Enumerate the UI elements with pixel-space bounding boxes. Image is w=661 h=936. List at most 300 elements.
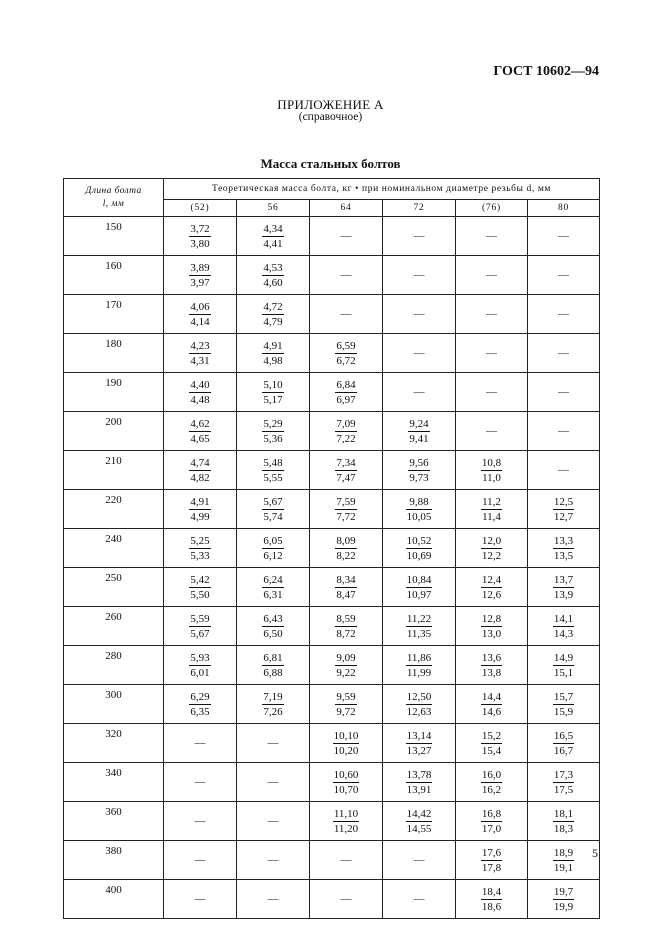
- mass-value-bottom: 10,70: [333, 783, 359, 796]
- mass-fraction: [553, 768, 574, 797]
- table-row: [64, 841, 600, 880]
- mass-value-bottom: 12,7: [553, 510, 574, 523]
- mass-cell: [383, 724, 456, 763]
- table-row: [64, 295, 600, 334]
- mass-cell: [310, 880, 383, 919]
- mass-value-bottom: 4,79: [263, 315, 283, 328]
- mass-value-bottom: 6,72: [336, 354, 356, 367]
- mass-cell: [383, 880, 456, 919]
- mass-value-bottom: 10,20: [333, 744, 359, 757]
- mass-value-top: 5,10: [263, 378, 283, 391]
- empty-dash: —: [558, 386, 570, 398]
- mass-value-bottom: 19,9: [553, 900, 574, 913]
- mass-value-bottom: 13,27: [406, 744, 432, 757]
- mass-cell: [383, 841, 456, 880]
- mass-cell: [383, 685, 456, 724]
- mass-value-bottom: 8,22: [336, 549, 356, 562]
- mass-value-bottom: 13,9: [553, 588, 574, 601]
- mass-fraction: [262, 222, 283, 251]
- empty-dash: —: [558, 464, 570, 476]
- mass-value-top: 18,1: [553, 807, 574, 820]
- mass-value-bottom: 8,72: [336, 627, 356, 640]
- mass-cell: [456, 802, 528, 841]
- empty-dash: —: [340, 308, 352, 320]
- mass-cell: [528, 295, 600, 334]
- empty-dash: —: [194, 776, 206, 788]
- page-number: 5: [592, 846, 598, 860]
- mass-cell: [164, 763, 237, 802]
- mass-fraction: [262, 261, 283, 290]
- mass-fraction: [335, 690, 356, 719]
- mass-value-top: 4,91: [263, 339, 283, 352]
- mass-value-top: 4,74: [190, 456, 210, 469]
- mass-value-top: 6,29: [190, 690, 210, 703]
- mass-value-bottom: 15,4: [481, 744, 502, 757]
- mass-value-top: 10,84: [406, 573, 432, 586]
- mass-fraction: [481, 885, 502, 914]
- mass-value-bottom: 5,50: [190, 588, 210, 601]
- table-row: [64, 451, 600, 490]
- mass-value-bottom: 13,5: [553, 549, 574, 562]
- mass-fraction: [481, 768, 502, 797]
- mass-fraction: [333, 768, 360, 797]
- empty-dash: —: [486, 386, 497, 398]
- mass-fraction: [481, 651, 502, 680]
- mass-value-bottom: 6,31: [263, 588, 283, 601]
- mass-value-bottom: 4,14: [190, 315, 210, 328]
- table-row: [64, 217, 600, 256]
- empty-dash: —: [486, 425, 497, 437]
- mass-value-top: 9,88: [406, 495, 433, 510]
- mass-fraction: [406, 534, 433, 563]
- mass-cell: [310, 724, 383, 763]
- table-row: [64, 373, 600, 412]
- mass-value-top: 12,8: [481, 612, 502, 625]
- mass-value-bottom: 16,2: [481, 783, 502, 796]
- mass-cell: [310, 490, 383, 529]
- mass-value-bottom: 7,26: [263, 705, 283, 718]
- mass-cell: [456, 724, 528, 763]
- mass-cell: [237, 334, 310, 373]
- mass-value-bottom: 11,35: [406, 627, 432, 640]
- empty-dash: —: [558, 347, 570, 359]
- mass-fraction: [406, 729, 433, 758]
- mass-value-bottom: 10,69: [406, 549, 432, 562]
- table-body: [64, 217, 600, 919]
- table-row: [64, 724, 600, 763]
- mass-cell: [237, 685, 310, 724]
- mass-value-top: 10,52: [406, 534, 432, 547]
- mass-cell: [310, 256, 383, 295]
- mass-value-bottom: 17,0: [481, 822, 502, 835]
- mass-value-top: 4,53: [263, 261, 283, 274]
- mass-cell: [528, 880, 600, 919]
- mass-value-bottom: 6,50: [263, 627, 283, 640]
- header-diameter: (76): [456, 200, 528, 217]
- mass-cell: [237, 724, 310, 763]
- mass-cell: [237, 412, 310, 451]
- mass-fraction: [408, 417, 429, 446]
- mass-cell: [237, 490, 310, 529]
- empty-dash: —: [413, 386, 425, 398]
- empty-dash: —: [340, 230, 352, 242]
- mass-value-bottom: 13,0: [481, 627, 502, 640]
- mass-cell: [528, 646, 600, 685]
- mass-cell: [383, 373, 456, 412]
- mass-cell: [310, 295, 383, 334]
- bolt-length-cell: 340: [64, 763, 164, 802]
- mass-cell: [164, 373, 237, 412]
- mass-cell: [383, 607, 456, 646]
- mass-cell: [528, 334, 600, 373]
- table-row: [64, 334, 600, 373]
- mass-value-bottom: 9,22: [336, 666, 356, 679]
- mass-value-bottom: 11,99: [406, 666, 432, 679]
- mass-fraction: [408, 456, 429, 485]
- mass-value-top: 10,60: [333, 768, 359, 781]
- header-length: [64, 179, 164, 217]
- mass-value-bottom: 4,41: [263, 237, 283, 250]
- mass-value-top: 12,50: [406, 690, 432, 703]
- mass-value-bottom: 11,4: [482, 510, 501, 523]
- mass-fraction: [189, 417, 210, 446]
- bolt-length-cell: 400: [64, 880, 164, 919]
- mass-value-bottom: 4,31: [190, 354, 210, 367]
- mass-cell: [237, 529, 310, 568]
- mass-value-top: 11,2: [482, 495, 501, 508]
- mass-cell: [528, 724, 600, 763]
- mass-cell: [456, 295, 528, 334]
- mass-value-top: 6,84: [336, 378, 356, 391]
- empty-dash: —: [267, 893, 279, 905]
- mass-value-top: 7,59: [336, 495, 356, 508]
- mass-value-bottom: 4,99: [190, 510, 210, 523]
- mass-value-bottom: 17,5: [553, 783, 574, 796]
- mass-value-bottom: 12,63: [406, 705, 432, 718]
- header-diameter: (52): [164, 200, 237, 217]
- mass-fraction: [333, 807, 359, 836]
- mass-cell: [310, 568, 383, 607]
- mass-cell: [456, 607, 528, 646]
- mass-cell: [528, 607, 600, 646]
- mass-value-bottom: 14,3: [553, 627, 574, 640]
- table-row: [64, 763, 600, 802]
- table-row: [64, 412, 600, 451]
- mass-value-bottom: 11,20: [333, 822, 359, 835]
- empty-dash: —: [413, 893, 425, 905]
- mass-cell: [383, 256, 456, 295]
- mass-value-top: 8,09: [336, 534, 356, 547]
- mass-value-top: 3,89: [190, 261, 210, 274]
- mass-value-bottom: 5,17: [263, 393, 283, 406]
- mass-cell: [164, 646, 237, 685]
- mass-fraction: [553, 846, 574, 875]
- mass-cell: [456, 256, 528, 295]
- mass-value-top: 13,78: [406, 768, 432, 781]
- mass-fraction: [406, 612, 432, 641]
- bolt-length-cell: 300: [64, 685, 164, 724]
- mass-cell: [237, 451, 310, 490]
- mass-value-top: 14,4: [481, 690, 502, 703]
- appendix-title: ПРИЛОЖЕНИЕ А: [277, 97, 384, 112]
- mass-value-bottom: 4,60: [263, 276, 283, 289]
- bolt-length-cell: 180: [64, 334, 164, 373]
- mass-value-top: 16,8: [481, 807, 502, 820]
- mass-cell: [237, 802, 310, 841]
- mass-value-top: 10,8: [481, 456, 502, 469]
- empty-dash: —: [194, 737, 206, 749]
- mass-fraction: [262, 495, 283, 524]
- mass-cell: [383, 646, 456, 685]
- table-row: [64, 685, 600, 724]
- mass-value-top: 17,3: [553, 768, 574, 781]
- mass-value-bottom: 13,91: [406, 783, 432, 796]
- empty-dash: —: [340, 893, 352, 905]
- mass-value-bottom: 5,67: [190, 627, 210, 640]
- mass-value-top: 4,62: [190, 417, 210, 430]
- empty-dash: —: [413, 230, 425, 242]
- table-row: [64, 802, 600, 841]
- bolt-length-cell: 240: [64, 529, 164, 568]
- mass-cell: [310, 412, 383, 451]
- mass-value-top: 17,6: [481, 846, 502, 859]
- mass-cell: [237, 880, 310, 919]
- mass-cell: [237, 373, 310, 412]
- mass-fraction: [333, 729, 360, 758]
- mass-value-top: 6,05: [263, 534, 283, 547]
- mass-value-top: 4,06: [190, 300, 210, 313]
- mass-fraction: [189, 534, 210, 563]
- mass-fraction: [481, 456, 502, 485]
- empty-dash: —: [486, 308, 497, 320]
- mass-value-bottom: 3,80: [190, 237, 210, 250]
- mass-value-top: 9,24: [409, 417, 429, 430]
- mass-fraction: [335, 339, 356, 368]
- mass-value-top: 5,25: [190, 534, 210, 547]
- mass-fraction: [406, 495, 433, 524]
- mass-fraction: [481, 807, 502, 836]
- mass-cell: [310, 529, 383, 568]
- mass-cell: [237, 295, 310, 334]
- mass-cell: [456, 685, 528, 724]
- table-row: [64, 880, 600, 919]
- mass-cell: [310, 607, 383, 646]
- mass-value-bottom: 18,6: [481, 900, 502, 913]
- mass-fraction: [553, 534, 574, 563]
- mass-fraction: [262, 651, 283, 680]
- mass-value-top: 7,34: [336, 456, 356, 469]
- mass-value-top: 8,34: [336, 573, 356, 586]
- mass-fraction: [262, 378, 283, 407]
- mass-value-bottom: 14,6: [481, 705, 502, 718]
- mass-value-bottom: 8,47: [336, 588, 356, 601]
- mass-value-top: 9,09: [336, 651, 356, 664]
- mass-cell: [164, 607, 237, 646]
- bolt-length-cell: 260: [64, 607, 164, 646]
- mass-value-bottom: 7,72: [336, 510, 356, 523]
- mass-value-top: 5,48: [263, 456, 283, 469]
- mass-cell: [383, 295, 456, 334]
- bolt-length-cell: 250: [64, 568, 164, 607]
- mass-fraction: [481, 729, 502, 758]
- mass-cell: [383, 763, 456, 802]
- mass-fraction: [335, 534, 356, 563]
- empty-dash: —: [486, 269, 497, 281]
- document-code: ГОСТ 10602—94: [493, 64, 599, 79]
- appendix-subtitle: (справочное): [298, 111, 363, 123]
- mass-fraction: [553, 573, 574, 602]
- empty-dash: —: [194, 815, 206, 827]
- mass-value-top: 11,86: [406, 651, 432, 664]
- mass-fraction: [335, 651, 356, 680]
- empty-dash: —: [267, 737, 279, 749]
- mass-fraction: [481, 690, 502, 719]
- mass-fraction: [553, 690, 574, 719]
- mass-value-top: 7,19: [263, 690, 283, 703]
- bolt-length-cell: 360: [64, 802, 164, 841]
- mass-value-bottom: 9,41: [409, 432, 429, 445]
- mass-cell: [310, 334, 383, 373]
- mass-value-top: 4,34: [263, 222, 283, 235]
- mass-cell: [237, 607, 310, 646]
- mass-cell: [528, 802, 600, 841]
- mass-value-bottom: 6,97: [336, 393, 356, 406]
- mass-cell: [164, 412, 237, 451]
- header-mass-group: Теоретическая масса болта, кг • при номинальном диаметре резьбы d, мм: [164, 179, 600, 200]
- mass-value-top: 15,7: [553, 690, 574, 703]
- mass-cell: [164, 490, 237, 529]
- mass-fraction: [406, 768, 433, 797]
- mass-value-bottom: 10,97: [406, 588, 432, 601]
- mass-cell: [383, 334, 456, 373]
- mass-value-bottom: 13,8: [481, 666, 502, 679]
- mass-cell: [528, 256, 600, 295]
- mass-value-top: 14,42: [406, 807, 432, 820]
- mass-value-bottom: 5,33: [190, 549, 210, 562]
- mass-fraction: [406, 573, 433, 602]
- mass-value-bottom: 11,0: [482, 471, 501, 484]
- bolt-length-cell: 210: [64, 451, 164, 490]
- mass-cell: [383, 529, 456, 568]
- mass-value-top: 6,81: [263, 651, 283, 664]
- mass-cell: [528, 685, 600, 724]
- mass-fraction: [335, 417, 356, 446]
- header-diameter: 80: [528, 200, 600, 217]
- mass-cell: [237, 763, 310, 802]
- mass-fraction: [189, 261, 210, 290]
- mass-fraction: [189, 573, 210, 602]
- mass-cell: [456, 373, 528, 412]
- mass-fraction: [262, 417, 283, 446]
- mass-value-bottom: 17,8: [481, 861, 502, 874]
- mass-cell: [164, 880, 237, 919]
- bolt-length-cell: 160: [64, 256, 164, 295]
- mass-cell: [164, 802, 237, 841]
- empty-dash: —: [558, 308, 570, 320]
- mass-cell: [164, 724, 237, 763]
- mass-value-bottom: 12,2: [481, 549, 502, 562]
- mass-fraction: [406, 651, 432, 680]
- mass-cell: [383, 451, 456, 490]
- mass-cell: [310, 685, 383, 724]
- mass-cell: [456, 412, 528, 451]
- mass-cell: [456, 490, 528, 529]
- mass-fraction: [262, 456, 283, 485]
- bolt-length-cell: 170: [64, 295, 164, 334]
- mass-value-top: 5,93: [190, 651, 210, 664]
- mass-value-bottom: 5,55: [263, 471, 283, 484]
- mass-value-bottom: 5,74: [263, 510, 283, 523]
- mass-fraction: [553, 612, 574, 641]
- mass-cell: [528, 490, 600, 529]
- mass-cell: [310, 646, 383, 685]
- mass-cell: [528, 412, 600, 451]
- mass-value-top: 13,14: [406, 729, 432, 742]
- mass-fraction: [553, 729, 574, 758]
- mass-value-top: 18,9: [553, 846, 574, 859]
- empty-dash: —: [340, 269, 352, 281]
- mass-fraction: [553, 495, 574, 524]
- table-row: [64, 646, 600, 685]
- table-row: [64, 256, 600, 295]
- mass-cell: [383, 217, 456, 256]
- mass-value-bottom: 6,88: [263, 666, 283, 679]
- mass-value-top: 16,0: [481, 768, 502, 781]
- empty-dash: —: [413, 854, 425, 866]
- mass-value-top: 4,40: [190, 378, 210, 391]
- mass-cell: [456, 334, 528, 373]
- mass-value-top: 4,91: [190, 495, 210, 508]
- mass-value-top: 6,59: [336, 339, 356, 352]
- mass-cell: [237, 568, 310, 607]
- mass-fraction: [335, 573, 356, 602]
- mass-fraction: [553, 807, 574, 836]
- mass-fraction: [262, 300, 283, 329]
- mass-fraction: [189, 300, 210, 329]
- bolt-length-cell: 320: [64, 724, 164, 763]
- table-row: [64, 529, 600, 568]
- empty-dash: —: [558, 425, 570, 437]
- header-length-unit: l, мм: [102, 198, 125, 209]
- mass-value-top: 9,59: [336, 690, 356, 703]
- empty-dash: —: [413, 308, 425, 320]
- mass-value-bottom: 14,55: [406, 822, 432, 835]
- mass-value-bottom: 16,7: [553, 744, 574, 757]
- mass-value-top: 5,42: [190, 573, 210, 586]
- table-row: [64, 607, 600, 646]
- bolt-length-cell: 280: [64, 646, 164, 685]
- mass-fraction: [335, 495, 356, 524]
- mass-cell: [383, 412, 456, 451]
- mass-cell: [456, 568, 528, 607]
- mass-fraction: [189, 378, 210, 407]
- mass-cell: [310, 841, 383, 880]
- mass-fraction: [189, 612, 210, 641]
- mass-cell: [310, 802, 383, 841]
- mass-value-top: 10,10: [333, 729, 359, 742]
- mass-fraction: [406, 807, 433, 836]
- mass-value-bottom: 7,22: [336, 432, 356, 445]
- bolt-length-cell: 380: [64, 841, 164, 880]
- mass-value-top: 13,3: [553, 534, 574, 547]
- mass-cell: [528, 568, 600, 607]
- empty-dash: —: [194, 854, 206, 866]
- mass-value-top: 12,4: [481, 573, 502, 586]
- mass-fraction: [553, 651, 574, 680]
- mass-fraction: [335, 456, 356, 485]
- mass-value-bottom: 7,47: [336, 471, 356, 484]
- mass-fraction: [262, 612, 283, 641]
